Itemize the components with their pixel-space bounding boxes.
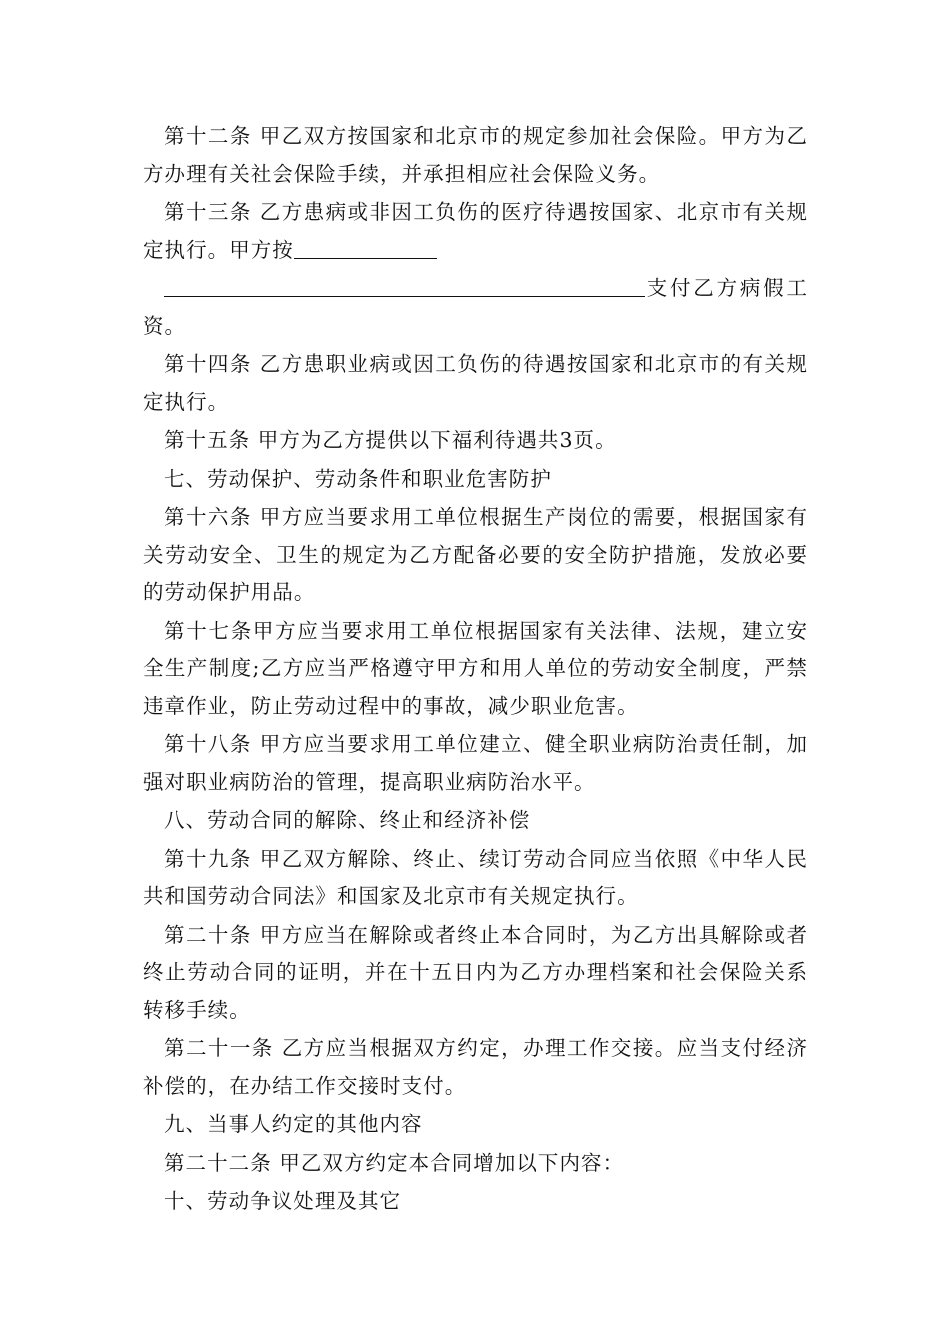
fill-in-blank-long	[164, 274, 645, 297]
article-14-paragraph: 第十四条 乙方患职业病或因工负伤的待遇按国家和北京市的有关规定执行。	[143, 352, 808, 414]
article-19-paragraph: 第十九条 甲乙双方解除、终止、续订劳动合同应当依照《中华人民共和国劳动合同法》和国家及北京市有关规定执行。	[143, 846, 808, 908]
article-13-paragraph	[143, 194, 808, 269]
article-13-text: 第十三条 乙方患病或非因工负伤的医疗待遇按国家、北京市有关规定执行。甲方按	[143, 200, 808, 262]
section-7-heading: 七、劳动保护、劳动条件和职业危害防护	[164, 466, 552, 491]
section-8-heading: 八、劳动合同的解除、终止和经济补偿	[164, 808, 531, 832]
article-13-continuation	[143, 270, 808, 345]
article-15-paragraph: 第十五条 甲方为乙方提供以下福利待遇共3页。	[164, 428, 617, 452]
article-22-paragraph: 第二十二条 甲乙双方约定本合同增加以下内容：	[164, 1150, 625, 1175]
article-20-paragraph: 第二十条 甲方应当在解除或者终止本合同时，为乙方出具解除或者终止劳动合同的证明，并在十五日内为乙方办理档案和社会保险关系转移手续。	[143, 922, 808, 1022]
article-16-paragraph: 第十六条 甲方应当要求用工单位根据生产岗位的需要，根据国家有关劳动安全、卫生的规定为乙方配备必要的安全防护措施，发放必要的劳动保护用品。	[143, 505, 808, 604]
article-13-continuation-text: 支付乙方病假工资。	[143, 276, 808, 338]
article-18-paragraph: 第十八条 甲方应当要求用工单位建立、健全职业病防治责任制，加强对职业病防治的管理，提高职业病防治水平。	[143, 732, 808, 794]
article-17-paragraph: 第十七条甲方应当要求用工单位根据国家有关法律、法规，建立安全生产制度;乙方应当严格遵守甲方和用人单位的劳动安全制度，严禁违章作业，防止劳动过程中的事故，减少职业危害。	[143, 618, 808, 718]
article-12-paragraph: 第十二条 甲乙双方按国家和北京市的规定参加社会保险。甲方为乙方办理有关社会保险手续，并承担相应社会保险义务。	[143, 124, 808, 186]
article-21-paragraph: 第二十一条 乙方应当根据双方约定，办理工作交接。应当支付经济补偿的，在办结工作交接时支付。	[143, 1036, 808, 1098]
document-page	[143, 118, 808, 1221]
section-9-heading: 九、当事人约定的其他内容	[164, 1112, 423, 1136]
fill-in-blank-short	[294, 236, 437, 259]
section-10-heading: 十、劳动争议处理及其它	[164, 1189, 402, 1213]
